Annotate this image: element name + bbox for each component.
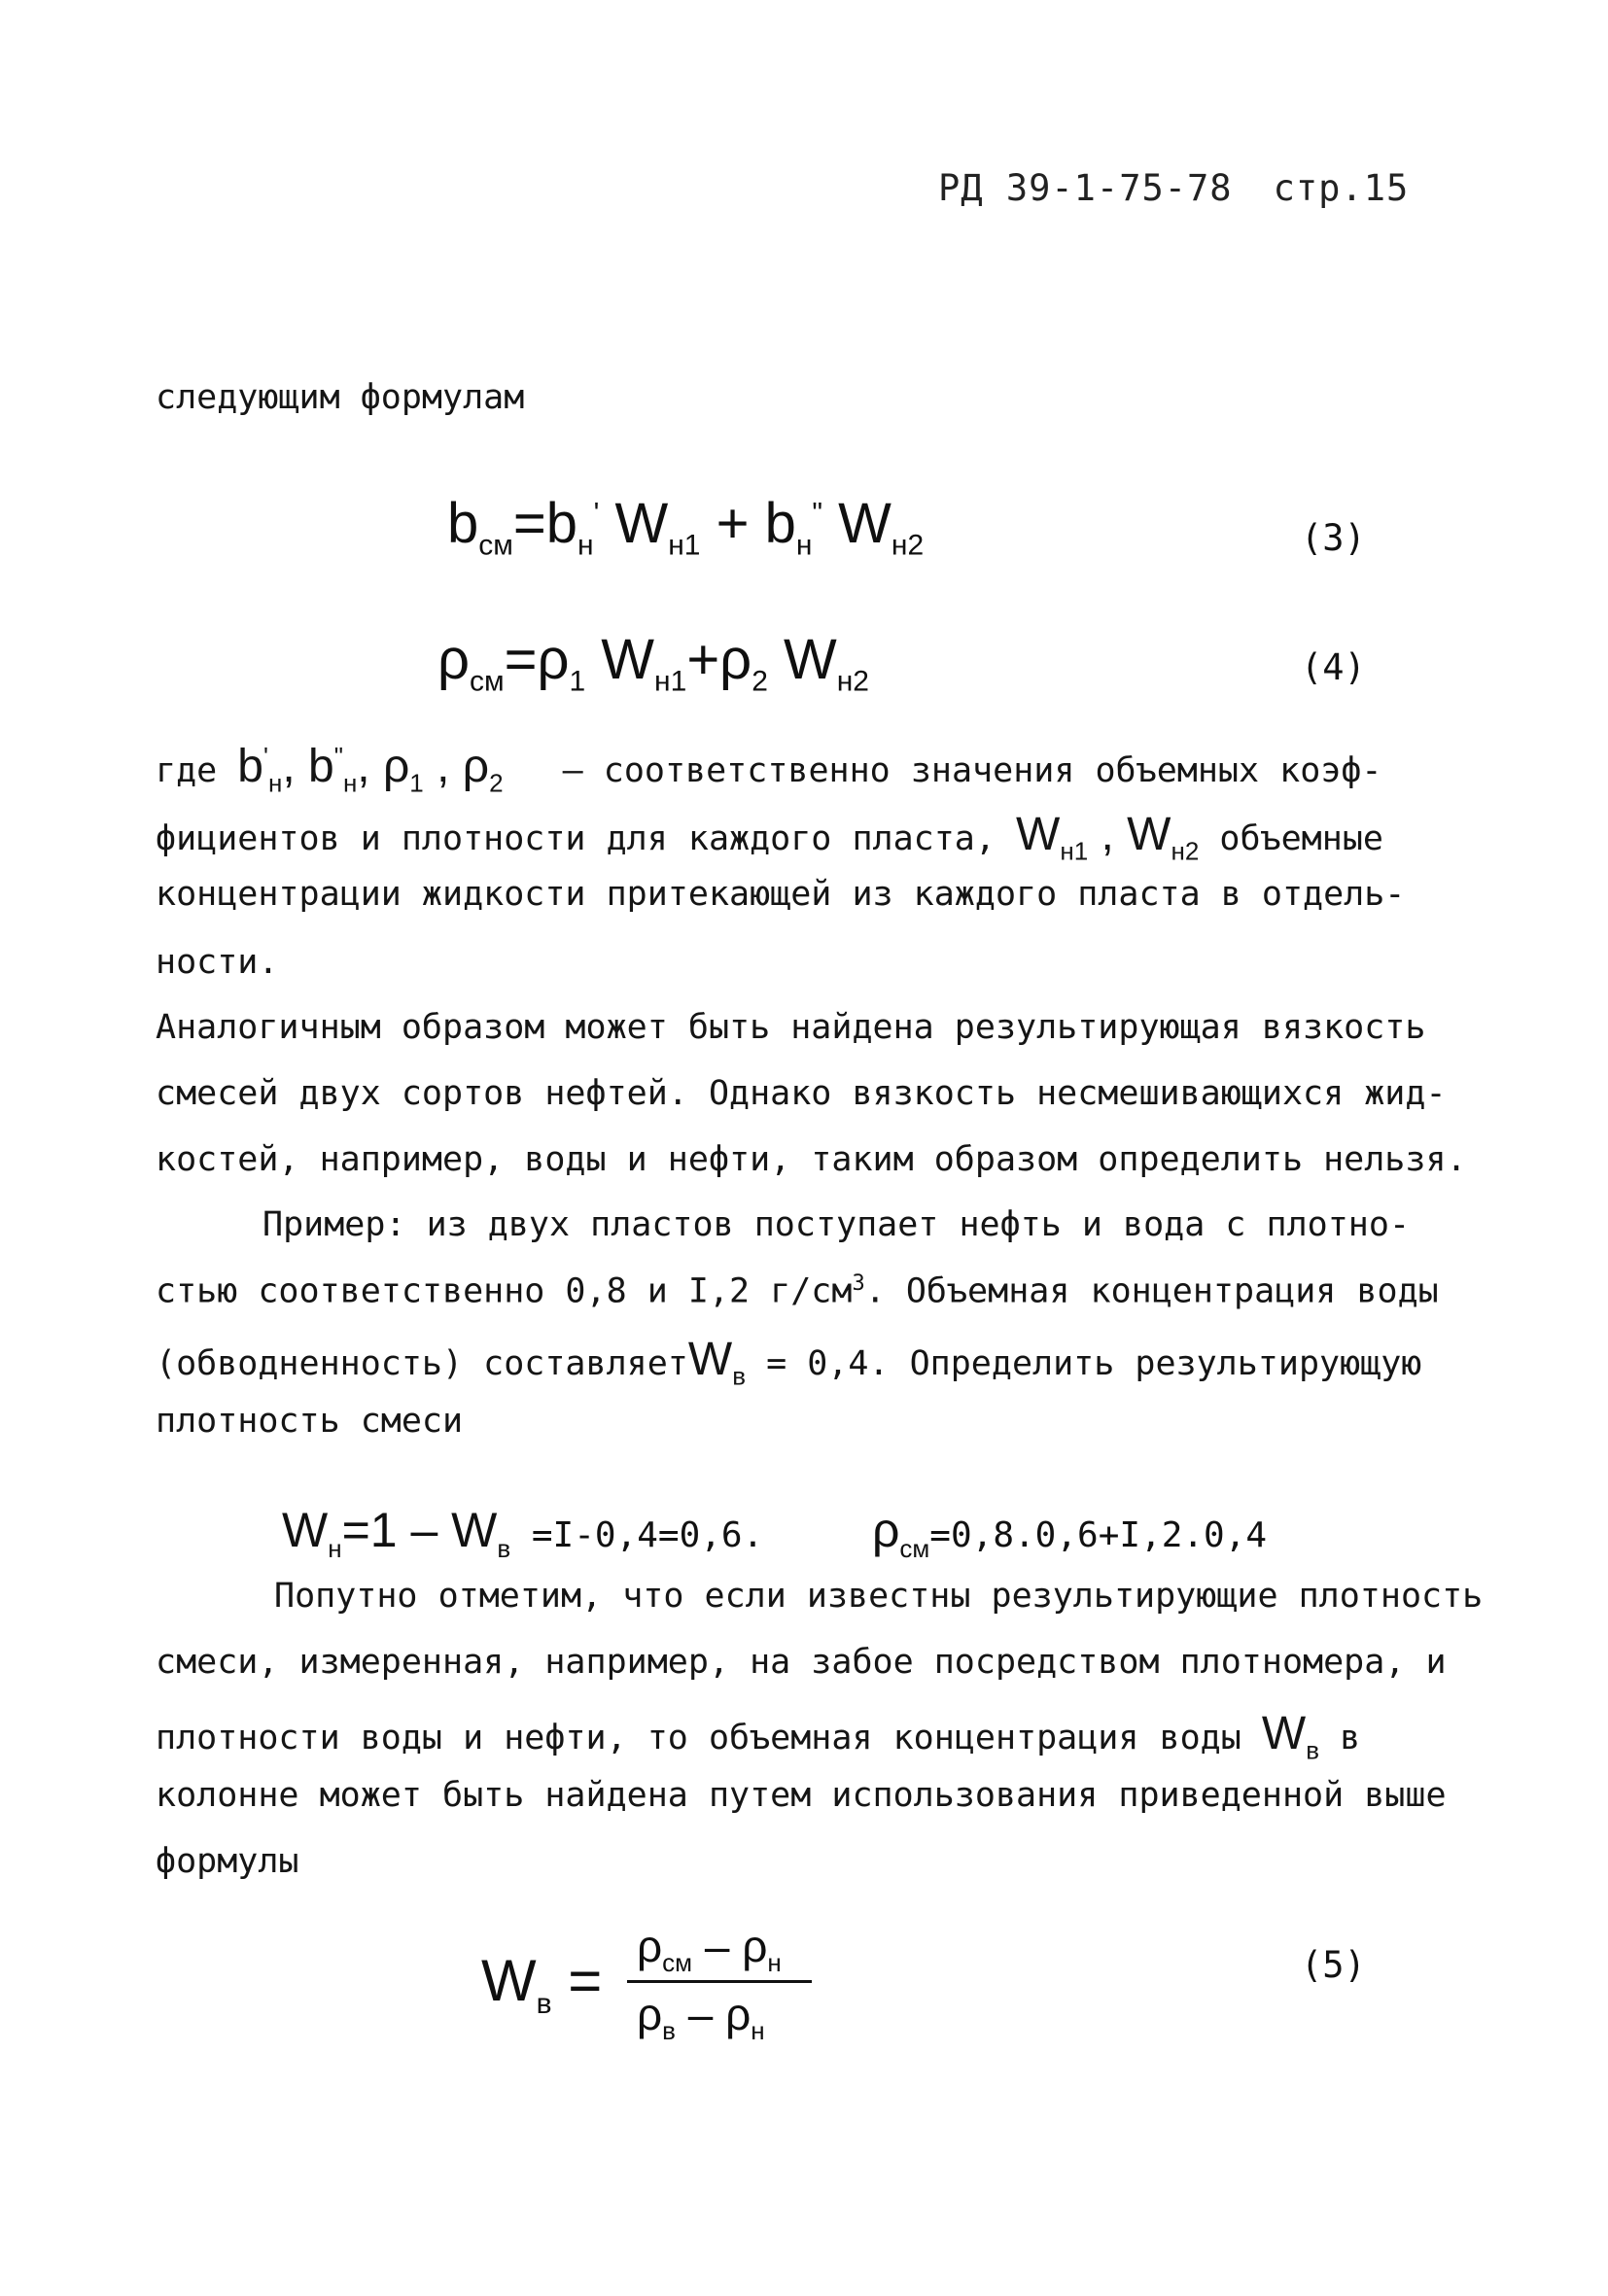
w-symbols: $W_{н1}$ , $W_{н2}$ xyxy=(1016,809,1200,866)
eq-number-4: (4) xyxy=(1301,646,1366,688)
line-9a: стью соответственно 0,8 и I,2 г/см xyxy=(156,1271,853,1311)
where-line xyxy=(156,741,1458,798)
text-line-8: Пример: из двух пластов поступает нефть и вода с плотно- xyxy=(262,1205,1411,1244)
calc-1: =I-0,4=0,6. xyxy=(531,1515,764,1555)
text-line-5: Аналогичным образом может быть найдена результирующая вязкость xyxy=(156,1008,1426,1047)
text-line-6: смесей двух сортов нефтей. Однако вязкость несмешивающихся жид- xyxy=(156,1074,1447,1113)
page-number: стр.15 xyxy=(1273,167,1410,209)
text-line-3: концентрации жидкости притекающей из каждого пласта в отдель- xyxy=(156,875,1406,914)
formula-5-lhs: $W_в$ = xyxy=(481,1948,603,2020)
calc-2: =0,8.0,6+I,2.0,4 xyxy=(929,1515,1268,1555)
text-line-13: смеси, измеренная, например, на забое посредством плотномера, и xyxy=(156,1643,1447,1682)
where-rest: – соответственно значения объемных коэф- xyxy=(562,751,1382,790)
line-14b: в xyxy=(1340,1719,1361,1757)
calc-line xyxy=(282,1502,1267,1564)
formula-5-numerator: $\rho_{см} - \rho_н$ xyxy=(637,1921,782,1978)
eq-number-3: (3) xyxy=(1301,517,1366,559)
formula-5-denominator: $\rho_в - \rho_н$ xyxy=(637,1989,765,2046)
line-10a: (обводненность) составляет xyxy=(156,1344,688,1383)
doc-code: РД 39-1-75-78 xyxy=(938,167,1233,209)
text-line-10 xyxy=(156,1334,1458,1391)
fraction-bar xyxy=(627,1980,812,1983)
where-symbols: $b'_н$, $b^"_н$, $\rho_1$ , $\rho_2$ xyxy=(237,741,504,798)
line-2a: фициентов и плотности для каждого пласта, xyxy=(156,819,996,858)
calc-lhs: $W_н=1 - W_в$ xyxy=(282,1503,511,1563)
text-line-12: Попутно отметим, что если известны результирующие плотность xyxy=(274,1577,1484,1616)
rho-mix-symbol: $\rho_{см}$ xyxy=(871,1503,930,1563)
where-prefix: где xyxy=(156,751,218,790)
text-line-7: костей, например, воды и нефти, таким образом определить нельзя. xyxy=(156,1140,1467,1179)
text-line-15: колонне может быть найдена путем использования приведенной выше xyxy=(156,1776,1447,1815)
text-line-11: плотность смеси xyxy=(156,1402,464,1441)
line-2b: объемные xyxy=(1219,819,1383,858)
w-water-symbol-2: $W_в$ xyxy=(1261,1708,1320,1765)
eq-number-5: (5) xyxy=(1301,1944,1366,1986)
text-line-9 xyxy=(156,1273,1458,1309)
formula-4: $\rho_{см}=\rho_1$ $W_{н1}+\rho_2$ $W_{н2}$ xyxy=(437,628,869,698)
text-line-14 xyxy=(156,1708,1458,1765)
line-10b: = 0,4. Определить результирующую xyxy=(766,1344,1422,1383)
text-line-4: ности. xyxy=(156,943,279,982)
text-line-2 xyxy=(156,809,1458,866)
line-14a: плотности воды и нефти, то объемная концентрация воды xyxy=(156,1719,1241,1757)
line-9-sup: 3 xyxy=(852,1271,865,1296)
text-line-16: формулы xyxy=(156,1842,299,1881)
w-water-symbol: $W_в$ xyxy=(687,1334,746,1391)
intro-text: следующим формулам xyxy=(156,378,525,417)
page-header xyxy=(938,167,1450,209)
line-9b: . Объемная концентрация воды xyxy=(864,1271,1439,1311)
formula-3: $b_{см}=b_н'$ $W_{н1} + b_н^"$ $W_{н2}$ xyxy=(447,492,925,562)
